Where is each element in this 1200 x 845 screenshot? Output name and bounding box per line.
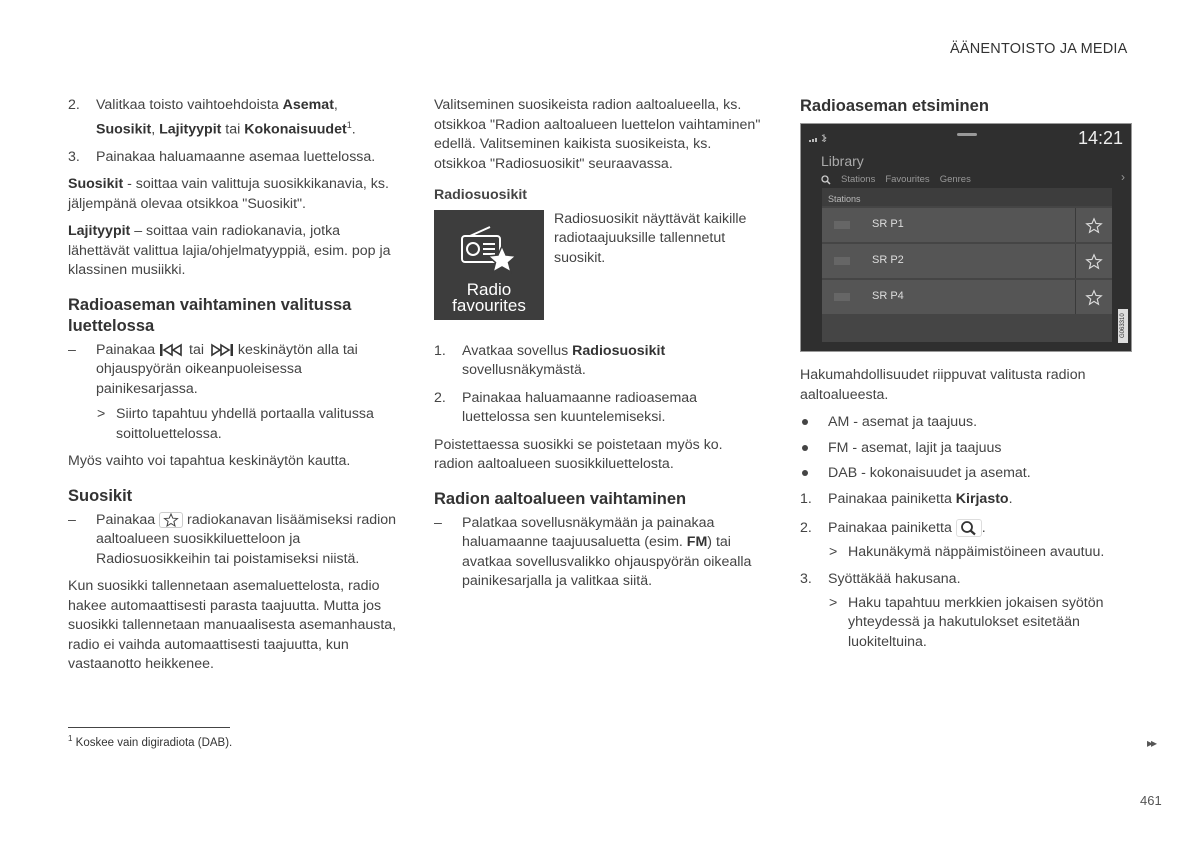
footnote: $^1$ Koskee vain digiradiota (DAB). — [68, 734, 233, 749]
paragraph-selecting-favourites: Valitseminen suosikeista radion aaltoalueella, ks. otsikkoa "Radion aaltoalueen luettelon vaihtaminen" edellä. Valitseminen kaikista suosikeista, ks. otsikkoa "Radiosuosikit" seuraavassa. — [434, 97, 761, 172]
step-3-enter-term: 3. Syöttäkää hakusana. — [800, 571, 961, 587]
option-kokonaisuudet: Kokonaisuudet — [244, 121, 347, 138]
search-icon[interactable] — [821, 175, 831, 185]
signal-bluetooth-icons — [809, 130, 829, 150]
paragraph-also-center-display: Myös vaihto voi tapahtua keskinäytön kautta. — [68, 453, 351, 470]
column-2 — [434, 96, 762, 600]
station-logo — [834, 257, 850, 265]
tab-favourites[interactable]: Favourites — [885, 174, 930, 185]
step-2-select-list: 2. Valitkaa toisto vaihtoehdoista Asemat, Suosikit, Lajityypit tai Kokonaisuudet$^1$. — [68, 97, 356, 138]
station-logo — [834, 221, 850, 229]
next-page-arrow-icon: ▸▸ — [1147, 736, 1156, 750]
page-header-title: ÄÄNENTOISTO JA MEDIA — [950, 41, 1128, 57]
star-icon — [159, 512, 183, 528]
sub-item-search-results: > Haku tapahtuu merkkien jokaisen syötön yhteydessä ja hakutulokset esitetään luokiteltuina. — [829, 594, 1104, 650]
radio-favourites-app-tile — [434, 210, 544, 320]
heading-band-change: Radion aaltoalueen vaihtaminen — [434, 489, 687, 508]
stations-panel — [822, 188, 1112, 342]
station-logo — [834, 293, 850, 301]
page-number: 461 — [1140, 793, 1162, 808]
footnote-divider — [68, 727, 230, 728]
radio-favourites-row — [434, 210, 762, 320]
bullet-dot — [802, 470, 808, 476]
step-3-press-station: 3. Painakaa haluamaanne asemaa luettelossa. — [68, 148, 376, 165]
paragraph-lajityypit: Lajityypit – soittaa vain radiokanavia, jotka lähettävät valittua lajia/ohjelmatyyppiä, esim. pop ja klassinen musiikki. — [68, 223, 391, 279]
clock: 14:21 — [1077, 128, 1123, 148]
chevron-right-icon[interactable]: › — [1121, 170, 1125, 184]
library-title: Library — [821, 153, 864, 169]
paragraph-search-options: Hakumahdollisuudet riippuvat valitusta radion aaltoalueesta. — [800, 367, 1086, 403]
bullet-dot — [802, 445, 808, 451]
heading-station-search: Radioaseman etsiminen — [800, 97, 989, 115]
step-1-open-app: 1. Avatkaa sovellus Radiosuosikit sovellusnäkymästä. — [434, 342, 666, 378]
paragraph-suosikit: Suosikit - soittaa vain valittuja suosikkikanavia, ks. jäljempänä olevaa otsikkoa "Suosikit". — [68, 176, 389, 212]
list-item-skip-buttons: – Painakaa tai keskinäytön alla tai ohjauspyörän oikeanpuoleisessa painikesarjassa. — [68, 341, 358, 397]
heading-station-change: Radioaseman vaihtaminen valitussa luettelossa — [68, 295, 352, 335]
tab-genres[interactable]: Genres — [939, 174, 971, 185]
bullet-dot — [802, 419, 808, 425]
skip-forward-icon — [208, 343, 234, 357]
station-name: SR P2 — [872, 254, 904, 267]
option-lajityypit: Lajityypit — [159, 121, 222, 138]
column-1 — [68, 96, 398, 683]
paragraph-removing-favourite: Poistettaessa suosikki se poistetaan myös ko. radion aaltoalueen suosikkiluettelosta. — [434, 436, 723, 472]
radio-favourites-description: Radiosuosikit näyttävät kaikille radiotaajuuksille tallennetut suosikit. — [554, 210, 747, 266]
star-icon[interactable] — [1075, 208, 1112, 242]
tile-label: Radio favourites — [452, 279, 526, 315]
tab-stations[interactable]: Stations — [841, 174, 876, 185]
radio-star-icon — [460, 224, 518, 274]
drag-handle[interactable] — [957, 133, 977, 136]
bullet-item: AM - asemat ja taajuus. — [800, 413, 1134, 433]
list-item-star-button: – Painakaa radiokanavan lisäämiseksi radion aaltoalueen suosikkiluetteloon ja Radiosuosikkeihin tai poistamiseksi niistä. — [68, 511, 397, 567]
search-icon — [956, 519, 982, 537]
bullet-item: DAB - kokonaisuudet ja asemat. — [800, 464, 1134, 484]
list-item-band-change: – Palatkaa sovellusnäkymään ja painakaa haluamaanne taajuusaluetta (esim. FM) tai avatkaa sovellusvalikko ohjauspyörän oikealla painikesarjalla ja valitkaa siitä. — [434, 514, 752, 589]
option-asemat: Asemat — [282, 97, 334, 113]
heading-radiosuosikit: Radiosuosikit — [434, 187, 528, 203]
station-row[interactable] — [822, 244, 1112, 278]
step-1-library: 1. Painakaa painiketta Kirjasto. — [800, 490, 1013, 507]
image-code: G063310 — [1118, 309, 1128, 343]
station-name: SR P1 — [872, 218, 904, 231]
skip-back-icon — [159, 343, 185, 357]
paragraph-favourite-frequency: Kun suosikki tallennetaan asemaluettelosta, radio hakee automaattisesti parasta taajuutta. Mutta jos suosikki tallennetaan manuaalisesta asemanhausta, radio ei vaihda automaattisesti taajuutta, kun vastaanotto heikkenee. — [68, 578, 397, 673]
station-row[interactable] — [822, 280, 1112, 314]
step-2-search-button: 2. Painakaa painiketta . — [800, 520, 986, 536]
star-icon[interactable] — [1075, 280, 1112, 314]
sub-item-keyboard-opens: > Hakunäkymä näppäimistöineen avautuu. — [829, 543, 1105, 560]
star-icon[interactable] — [1075, 244, 1112, 278]
sub-item-step-result: > Siirto tapahtuu yhdellä portaalla valitussa soittoluettelossa. — [97, 406, 374, 442]
station-name: SR P4 — [872, 290, 904, 303]
column-3 — [800, 96, 1134, 660]
panel-title: Stations — [822, 188, 1112, 206]
library-tabs — [821, 170, 971, 190]
footnote-ref: 1 — [346, 119, 352, 130]
station-row[interactable] — [822, 208, 1112, 242]
option-suosikit: Suosikit — [96, 121, 152, 138]
heading-suosikit: Suosikit — [68, 486, 133, 505]
library-screen-image — [800, 123, 1132, 352]
step-2-press-station: 2. Painakaa haluamaanne radioasemaa luettelossa sen kuuntelemiseksi. — [434, 389, 698, 425]
bullet-item: FM - asemat, lajit ja taajuus — [800, 439, 1134, 459]
